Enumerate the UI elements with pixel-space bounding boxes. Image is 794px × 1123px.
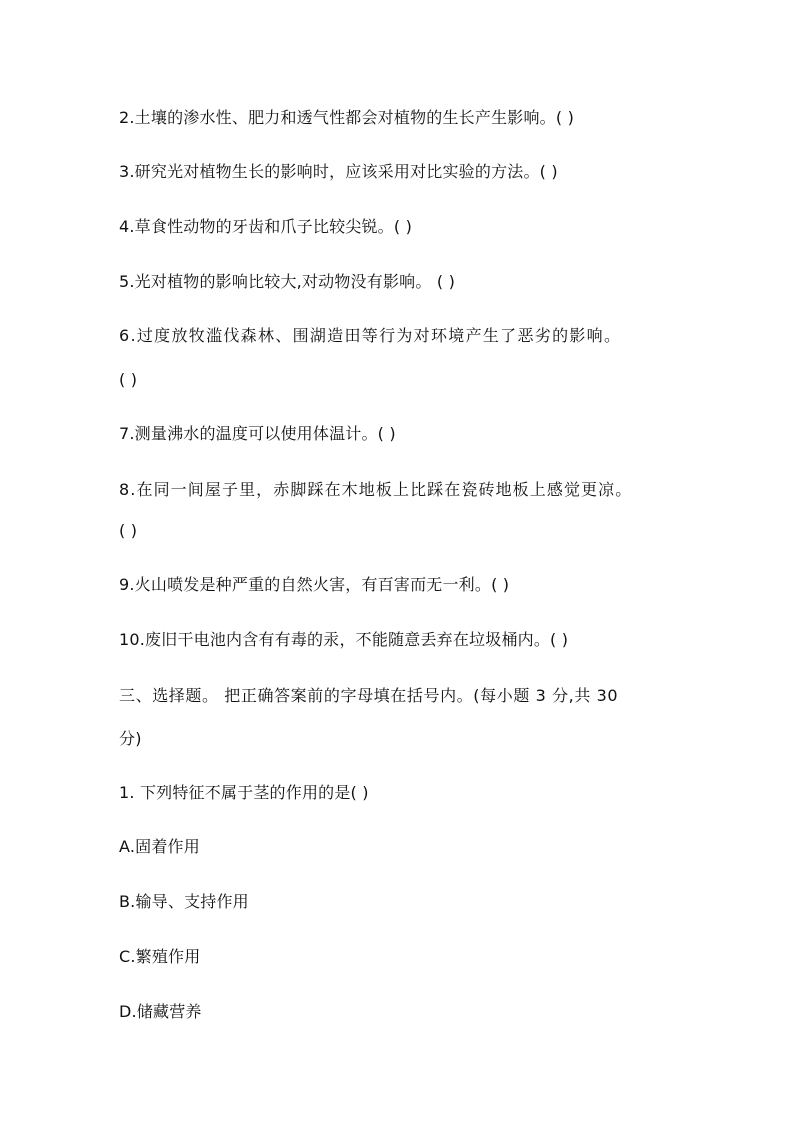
choice-option-b: B.输导、支持作用 [119, 892, 249, 911]
true-false-question-9: 9.火山喷发是种严重的自然火害，有百害而无一利。( ) [119, 575, 510, 594]
true-false-question-10: 10.废旧干电池内含有有毒的汞，不能随意丢弃在垃圾桶内。( ) [119, 630, 569, 649]
true-false-question-2: 2.土壤的渗水性、肥力和透气性都会对植物的生长产生影响。( ) [119, 108, 575, 127]
choice-option-d: D.储藏营养 [119, 1002, 202, 1021]
true-false-question-8: 8.在同一间屋子里，赤脚踩在木地板上比踩在瓷砖地板上感觉更凉。 [119, 480, 633, 499]
choice-option-a: A.固着作用 [119, 837, 200, 856]
section-heading-choice-cont: 分) [119, 729, 142, 748]
true-false-question-8-brackets: ( ) [119, 521, 138, 540]
true-false-question-5: 5.光对植物的影响比较大,对动物没有影响。 ( ) [119, 272, 456, 291]
true-false-question-7: 7.测量沸水的温度可以使用体温计。( ) [119, 424, 396, 443]
true-false-question-3: 3.研究光对植物生长的影响时，应该采用对比实验的方法。( ) [119, 162, 558, 181]
section-heading-choice: 三、选择题。 把正确答案前的字母填在括号内。(每小题 3 分,共 30 [119, 686, 619, 705]
choice-option-c: C.繁殖作用 [119, 947, 201, 966]
true-false-question-4: 4.草食性动物的牙齿和爪子比较尖锐。( ) [119, 217, 413, 236]
true-false-question-6-brackets: ( ) [119, 370, 138, 389]
true-false-question-6: 6.过度放牧滥伐森林、围湖造田等行为对环境产生了恶劣的影响。 [119, 326, 622, 345]
choice-question-1: 1. 下列特征不属于茎的作用的是( ) [119, 783, 369, 802]
